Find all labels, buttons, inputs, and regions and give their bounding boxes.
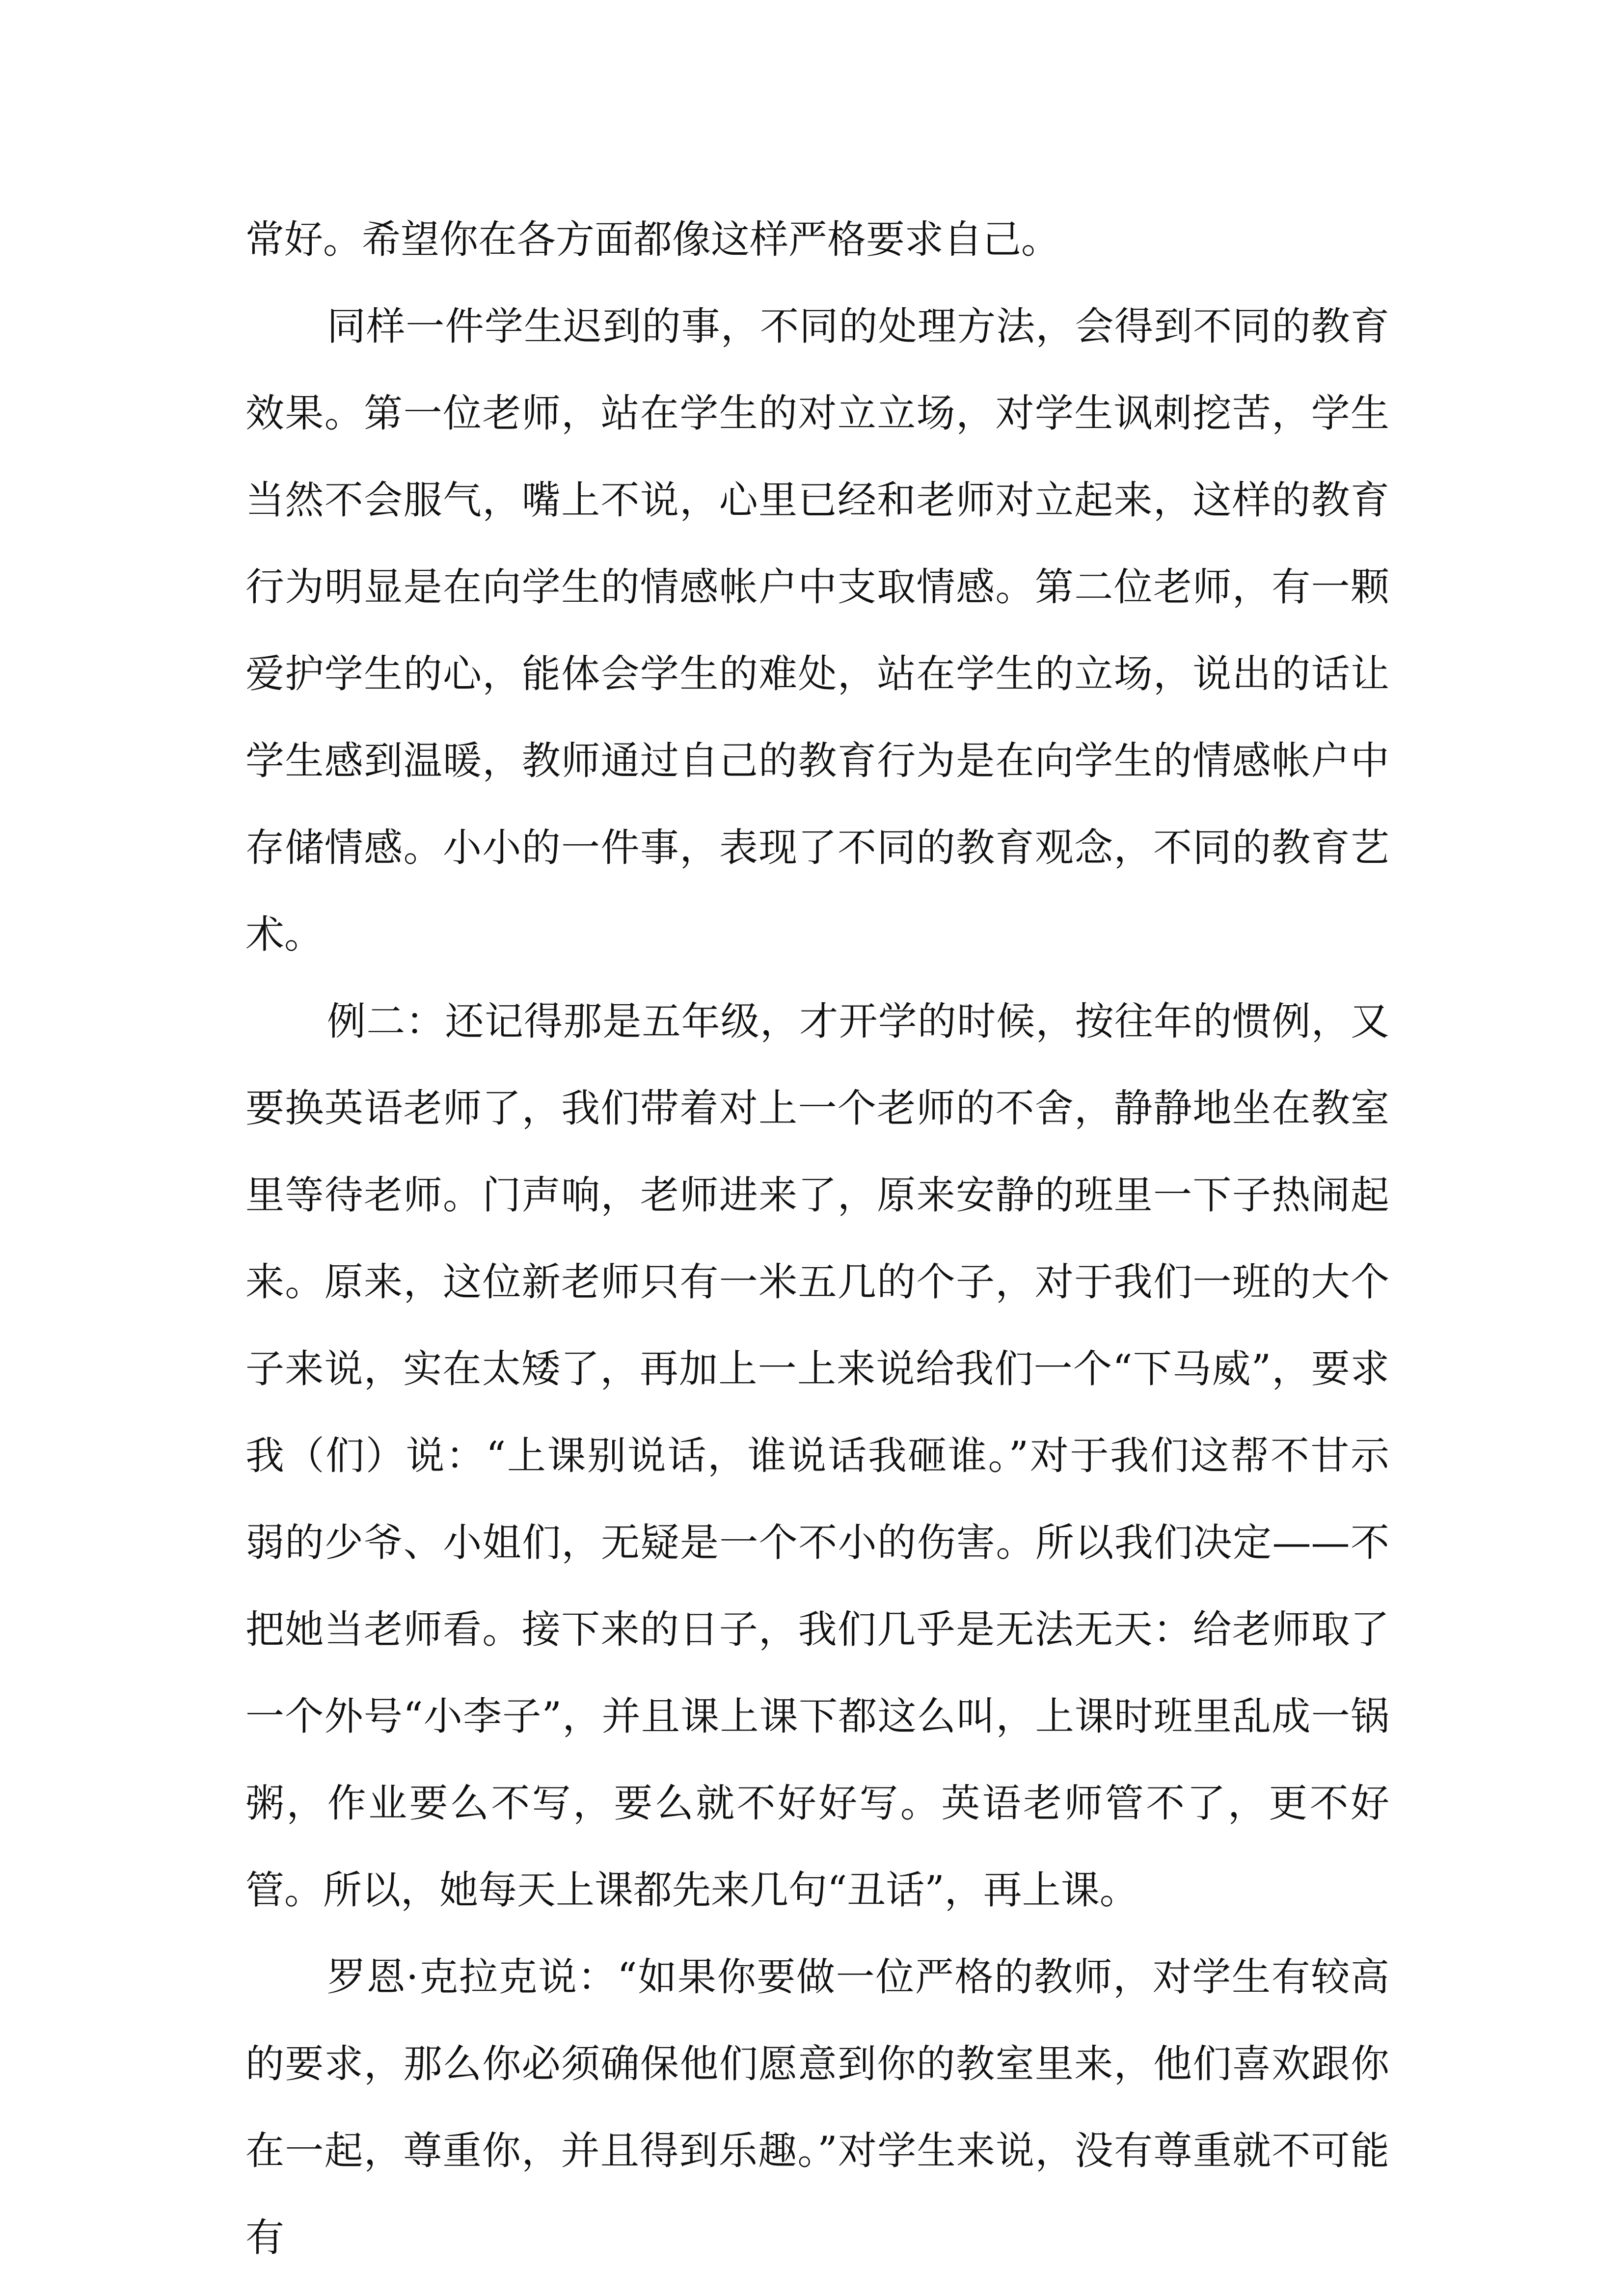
paragraph-continuation: 常好。希望你在各方面都像这样严格要求自己。 (245, 217, 1060, 262)
paragraph-example-two: 例二：还记得那是五年级，才开学的时候，按往年的惯例，又要换英语老师了，我们带着对上一个老师的不舍，静静地坐在教室里等待老师。门声响，老师进来了，原来安静的班里一下子热闹起来。原来，这位新老师只有一米五几的个子，对于我们一班的大个子来说，实在太矮了，再加上一上来说给我们一个“下马威”，要求我（们）说：“上课别说话，谁说话我砸谁。”对于我们这帮不甘示弱的少爷、小姐们，无疑是一个不小的伤害。所以我们决定——不把她当老师看。接下来的日子，我们几乎是无法无天：给老师取了一个外号“小李子”，并且课上课下都这么叫，上课时班里乱成一锅粥，作业要么不写，要么就不好好写。英语老师管不了，更不好管。所以，她每天上课都先来几句“丑话”，再上课。 (245, 999, 1389, 1913)
paragraph-quote: 罗恩·克拉克说：“如果你要做一位严格的教师，对学生有较高的要求，那么你必须确保他们愿意到你的教室里来，他们喜欢跟你在一起，尊重你，并且得到乐趣。”对学生来说，没有尊重就不可能有 (245, 1954, 1389, 2260)
paragraph-analysis: 同样一件学生迟到的事，不同的处理方法，会得到不同的教育效果。第一位老师，站在学生的对立立场，对学生讽刺挖苦，学生当然不会服气，嘴上不说，心里已经和老师对立起来，这样的教育行为明显是在向学生的情感帐户中支取情感。第二位老师，有一颗爱护学生的心，能体会学生的难处，站在学生的立场，说出的话让学生感到温暖，教师通过自己的教育行为是在向学生的情感帐户中存储情感。小小的一件事，表现了不同的教育观念，不同的教育艺术。 (245, 304, 1389, 957)
body-text (245, 196, 1389, 2281)
